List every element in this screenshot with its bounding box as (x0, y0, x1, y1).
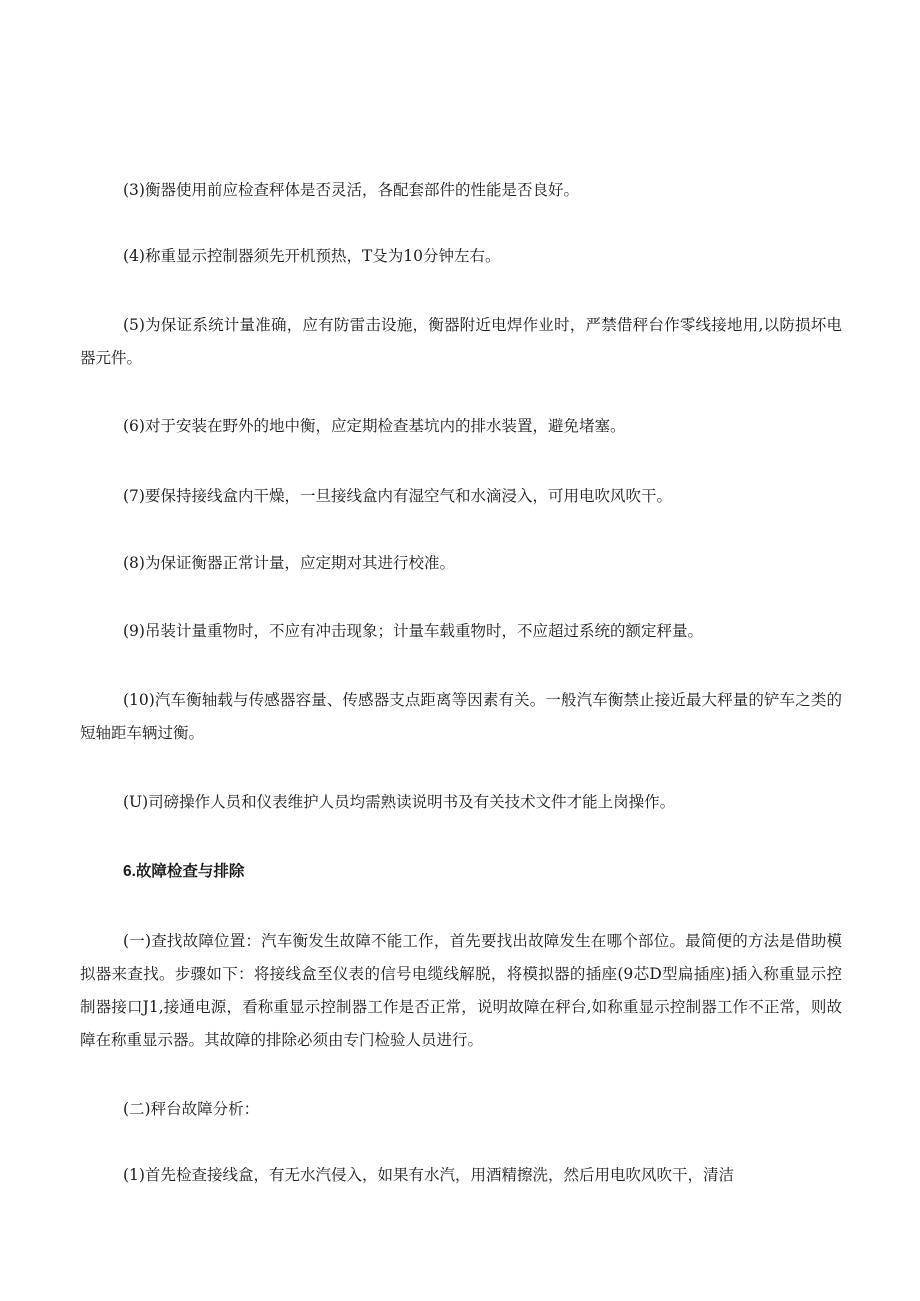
paragraph-item-6: (6)对于安装在野外的地中衡，应定期检查基坑内的排水装置，避免堵塞。 (123, 417, 626, 435)
section-heading: 6.故障检查与排除 (123, 863, 245, 880)
paragraph-platform-fault-item-1: (1)首先检查接线盒，有无水汽侵入，如果有水汽，用酒精擦洗，然后用电吹风吹干，清洁 (123, 1166, 734, 1184)
paragraph-item-9: (9)吊装计量重物时，不应有冲击现象；计量车载重物时，不应超过系统的额定秤量。 (123, 622, 703, 640)
paragraph-item-7: (7)要保持接线盒内干燥，一旦接线盒内有湿空气和水滴浸入，可用电吹风吹干。 (123, 487, 672, 505)
paragraph-item-10: (10)汽车衡轴载与传感器容量、传感器支点距离等因素有关。一般汽车衡禁止接近最大秤量的铲车之类的短轴距车辆过衡。 (80, 691, 842, 742)
paragraph-platform-fault-title: (二)秤台故障分析： (123, 1100, 260, 1118)
paragraph-item-4: (4)称重显示控制器须先开机预热，T殳为10分钟左右。 (123, 247, 501, 265)
paragraph-item-5: (5)为保证系统计量准确，应有防雷击设施，衡器附近电焊作业时，严禁借秤台作零线接地用,以防损坏电器元件。 (80, 316, 842, 367)
paragraph-item-3: (3)衡器使用前应检查秤体是否灵活，各配套部件的性能是否良好。 (123, 181, 579, 199)
paragraph-locate-fault: (一)查找故障位置：汽车衡发生故障不能工作，首先要找出故障发生在哪个部位。最简便的方法是借助模拟器来查找。步骤如下：将接线盒至仪表的信号电缆线解脱，将模拟器的插座(9芯D型扁插座)插入称重显示控制器接口J1,接通电源，看称重显示控制器工作是否正常，说明故障在秤台,如称重显示控制器工作不正常，则故障在称重显示器。其故障的排除必须由专门检验人员进行。 (80, 932, 842, 1049)
paragraph-item-11: (U)司磅操作人员和仪表维护人员均需熟读说明书及有关技术文件才能上岗操作。 (123, 793, 676, 811)
paragraph-item-8: (8)为保证衡器正常计量，应定期对其进行校准。 (123, 554, 455, 572)
